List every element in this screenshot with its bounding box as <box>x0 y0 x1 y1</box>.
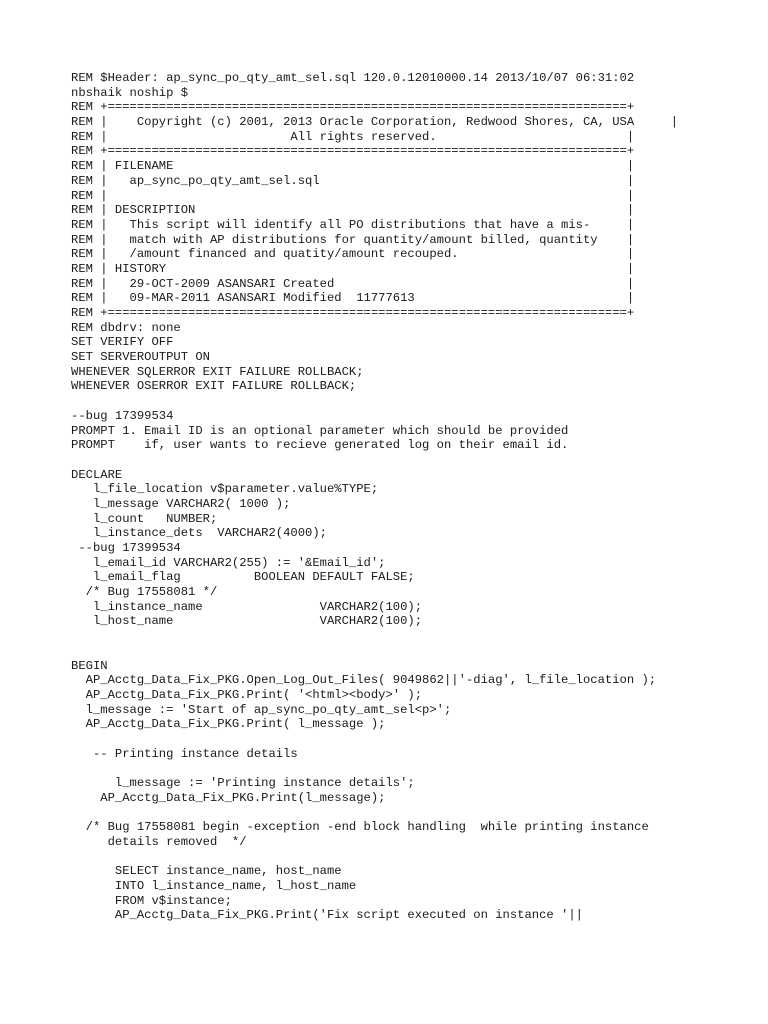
code-line: AP_Acctg_Data_Fix_PKG.Print(l_message); <box>71 790 386 805</box>
code-line: INTO l_instance_name, l_host_name <box>71 878 357 893</box>
code-line: AP_Acctg_Data_Fix_PKG.Print( '<html><body>' ); <box>71 687 423 702</box>
code-line: AP_Acctg_Data_Fix_PKG.Open_Log_Out_Files( 9049862||'-diag', l_file_location ); <box>71 673 657 688</box>
code-line: l_message := 'Start of ap_sync_po_qty_amt_sel<p>'; <box>71 702 452 717</box>
code-line: REM +=======================================================================+ <box>71 100 635 115</box>
code-line: SET SERVEROUTPUT ON <box>71 350 210 365</box>
code-line: l_message := 'Printing instance details'; <box>71 776 415 790</box>
code-line: REM +=======================================================================+ <box>71 144 635 159</box>
code-line: REM | 09-MAR-2011 ASANSARI Modified 11777613 | <box>71 291 635 306</box>
code-line: DECLARE <box>71 467 123 482</box>
code-line: REM | Copyright (c) 2001, 2013 Oracle Corporation, Redwood Shores, CA, USA | <box>71 115 679 130</box>
code-line: REM | This script will identify all PO distributions that have a mis- | <box>71 217 635 232</box>
code-line: --bug 17399534 <box>71 408 174 423</box>
code-line: AP_Acctg_Data_Fix_PKG.Print( l_message ); <box>71 717 386 732</box>
code-line: WHENEVER OSERROR EXIT FAILURE ROLLBACK; <box>71 379 357 394</box>
code-line: REM +=======================================================================+ <box>71 306 635 320</box>
sql-script-text <box>71 71 678 923</box>
code-line: REM | All rights reserved. | <box>71 129 635 144</box>
code-line: l_instance_name VARCHAR2(100); <box>71 599 423 614</box>
code-line: nbshaik noship $ <box>71 85 189 100</box>
code-line: REM | | <box>71 188 635 203</box>
code-line: WHENEVER SQLERROR EXIT FAILURE ROLLBACK; <box>71 364 364 379</box>
code-line <box>71 629 678 644</box>
code-line: FROM v$instance; <box>71 893 232 908</box>
code-line: AP_Acctg_Data_Fix_PKG.Print('Fix script executed on instance '|| <box>71 908 583 923</box>
code-line <box>71 394 678 409</box>
code-line: -- Printing instance details <box>71 746 298 761</box>
code-line: /* Bug 17558081 */ <box>71 585 218 600</box>
code-line: REM | 29-OCT-2009 ASANSARI Created | <box>71 276 635 291</box>
code-line: SELECT instance_name, host_name <box>71 864 342 879</box>
code-line: PROMPT if, user wants to recieve generated log on their email id. <box>71 438 569 453</box>
code-line: /* Bug 17558081 begin -exception -end block handling while printing instance <box>71 820 649 835</box>
code-line: REM | FILENAME | <box>71 159 635 174</box>
code-line: SET VERIFY OFF <box>71 335 174 350</box>
code-line: REM dbdrv: none <box>71 320 181 335</box>
code-line <box>71 761 678 776</box>
code-line: REM | DESCRIPTION | <box>71 203 635 218</box>
code-line: BEGIN <box>71 658 108 673</box>
code-line: REM | /amount financed and quatity/amount recouped. | <box>71 247 635 262</box>
code-line <box>71 732 678 747</box>
code-line: REM | match with AP distributions for quantity/amount billed, quantity | <box>71 232 635 247</box>
code-line: REM | ap_sync_po_qty_amt_sel.sql | <box>71 173 635 188</box>
code-line: REM | HISTORY | <box>71 261 635 276</box>
code-line: l_email_flag BOOLEAN DEFAULT FALSE; <box>71 570 415 585</box>
code-line: l_file_location v$parameter.value%TYPE; <box>71 482 379 497</box>
code-line: l_count NUMBER; <box>71 511 218 526</box>
code-line: --bug 17399534 <box>71 541 181 555</box>
code-line <box>71 849 678 864</box>
code-line: l_host_name VARCHAR2(100); <box>71 614 423 629</box>
code-line: details removed */ <box>71 834 247 849</box>
code-line: l_email_id VARCHAR2(255) := '&Email_id'; <box>71 555 386 570</box>
code-line <box>71 644 678 659</box>
code-line: REM $Header: ap_sync_po_qty_amt_sel.sql 120.0.12010000.14 2013/10/07 06:31:02 <box>71 71 635 85</box>
code-line: PROMPT 1. Email ID is an optional parameter which should be provided <box>71 423 569 438</box>
code-line <box>71 805 678 820</box>
code-line: l_message VARCHAR2( 1000 ); <box>71 496 291 511</box>
code-line <box>71 453 678 468</box>
code-line: l_instance_dets VARCHAR2(4000); <box>71 526 327 541</box>
